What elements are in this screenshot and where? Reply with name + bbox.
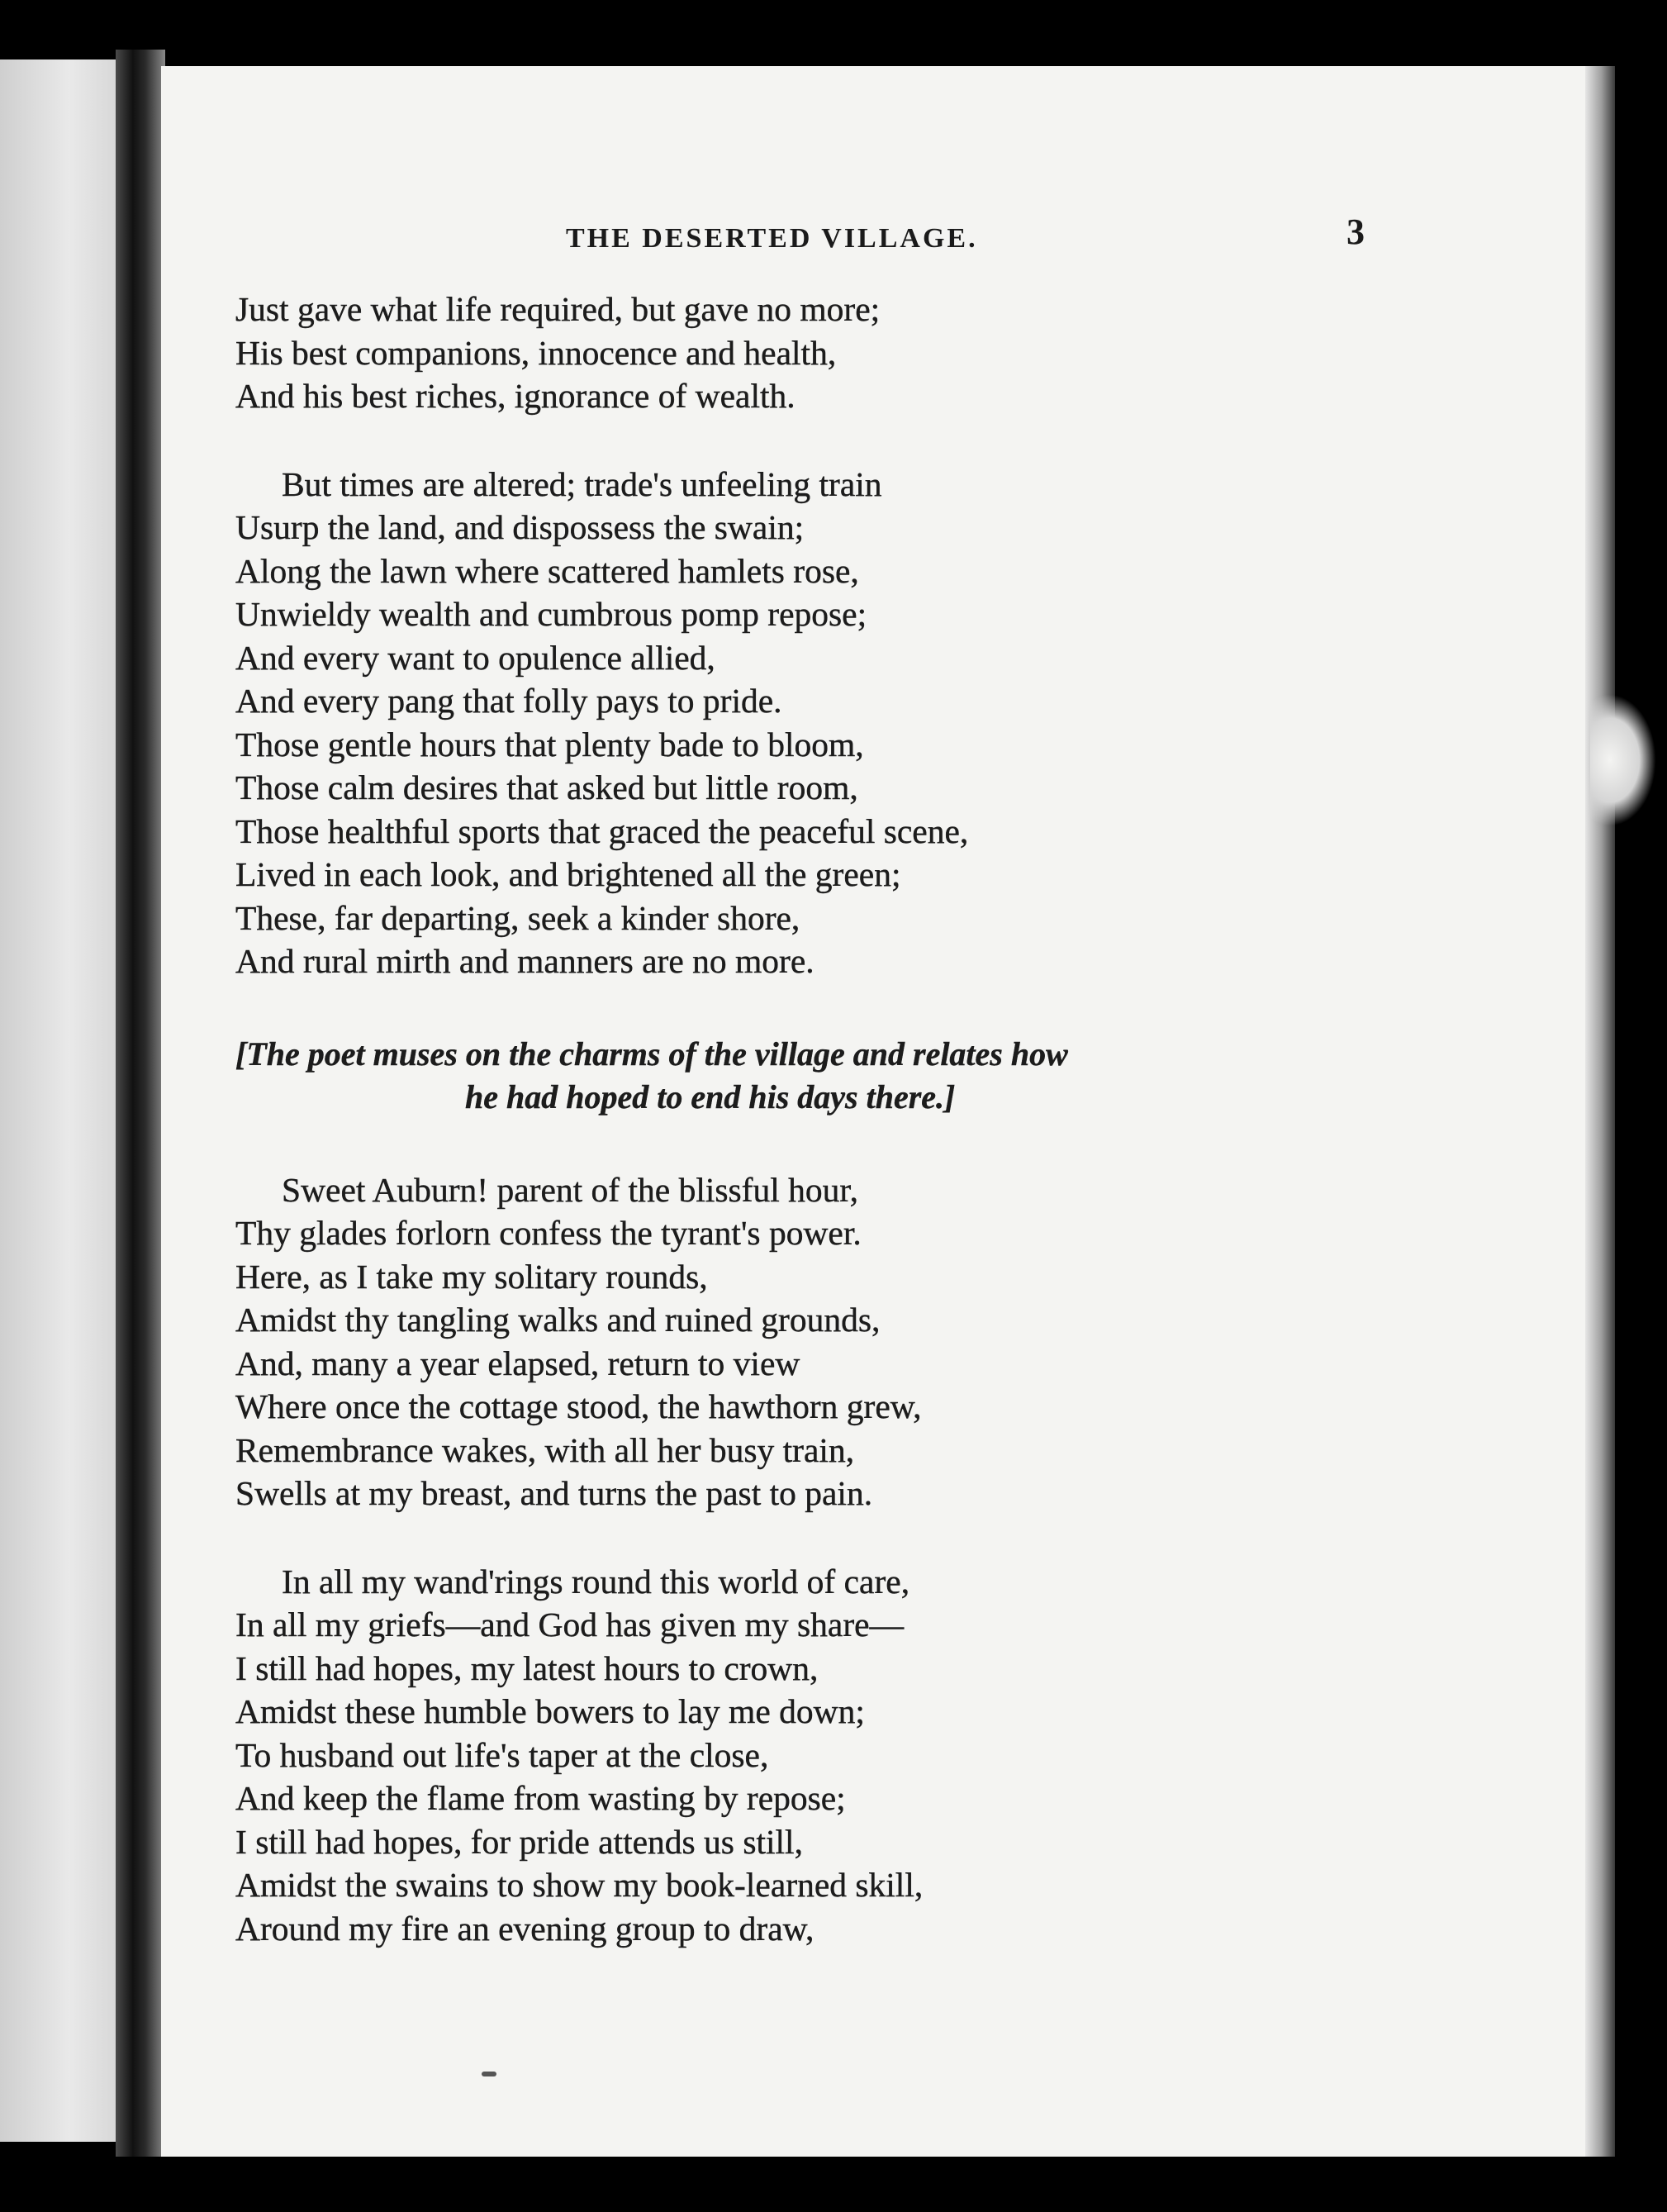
verse-line: These, far departing, seek a kinder shore, [235, 898, 800, 937]
verse-line: In all my wand'rings round this world of care, [282, 1562, 910, 1601]
verse-line: Amidst thy tangling walks and ruined grounds, [235, 1301, 881, 1339]
verse-line: And his best riches, ignorance of wealth. [235, 377, 796, 415]
verse-line: I still had hopes, my latest hours to crown, [235, 1648, 819, 1687]
verse-line: His best companions, innocence and health, [235, 333, 837, 372]
stanza-2 [235, 463, 1475, 983]
ink-speck [482, 2072, 496, 2076]
argument-summary [235, 1033, 1475, 1119]
verse-line: Around my fire an evening group to draw, [235, 1909, 815, 1948]
verse-line: Amidst the swains to show my book-learned skill, [235, 1866, 924, 1904]
verse-line: Amidst these humble bowers to lay me down; [235, 1692, 865, 1730]
verse-line: Where once the cottage stood, the hawthorn grew, [235, 1387, 922, 1425]
verse-line: To husband out life's taper at the close, [235, 1735, 769, 1774]
stanza-1 [235, 288, 1475, 418]
verse-line: I still had hopes, for pride attends us still, [235, 1822, 803, 1861]
facing-page-edge [0, 59, 116, 2142]
verse-line: And rural mirth and manners are no more. [235, 942, 815, 980]
running-head: THE DESERTED VILLAGE. [566, 223, 978, 254]
verse-line: Just gave what life required, but gave no more; [235, 290, 881, 328]
verse-line: Remembrance wakes, with all her busy train, [235, 1430, 855, 1469]
book-gutter [116, 50, 165, 2157]
verse-line: In all my griefs—and God has given my share— [235, 1605, 905, 1644]
page-tear-mark [1590, 694, 1656, 826]
book-page [161, 66, 1615, 2157]
poem-text [235, 288, 1475, 1950]
stanza-4 [235, 1560, 1475, 1951]
verse-line: Sweet Auburn! parent of the blissful hour, [282, 1170, 858, 1209]
verse-line: Those healthful sports that graced the peaceful scene, [235, 811, 969, 850]
stanza-3 [235, 1168, 1475, 1515]
argument-line: he had hoped to end his days there.] [465, 1077, 956, 1116]
verse-line: Here, as I take my solitary rounds, [235, 1257, 708, 1296]
verse-line: Unwieldy wealth and cumbrous pomp repose; [235, 595, 867, 633]
verse-line: And keep the flame from wasting by repose; [235, 1779, 846, 1817]
verse-line: Thy glades forlorn confess the tyrant's power. [235, 1214, 862, 1252]
verse-line: But times are altered; trade's unfeeling train [282, 464, 882, 503]
verse-line: And every want to opulence allied, [235, 638, 715, 677]
verse-line: Usurp the land, and dispossess the swain; [235, 508, 805, 546]
verse-line: And every pang that folly pays to pride. [235, 682, 782, 720]
verse-line: Those calm desires that asked but little room, [235, 768, 858, 806]
page-edge-shadow [1585, 66, 1615, 2157]
argument-line: [The poet muses on the charms of the village and relates how [235, 1035, 1068, 1073]
verse-line: Lived in each look, and brightened all the green; [235, 855, 901, 893]
verse-line: And, many a year elapsed, return to view [235, 1344, 800, 1382]
verse-line: Swells at my breast, and turns the past to pain. [235, 1474, 873, 1512]
page-number: 3 [1346, 212, 1365, 252]
verse-line: Along the lawn where scattered hamlets rose, [235, 551, 859, 590]
verse-line: Those gentle hours that plenty bade to bloom, [235, 725, 864, 763]
